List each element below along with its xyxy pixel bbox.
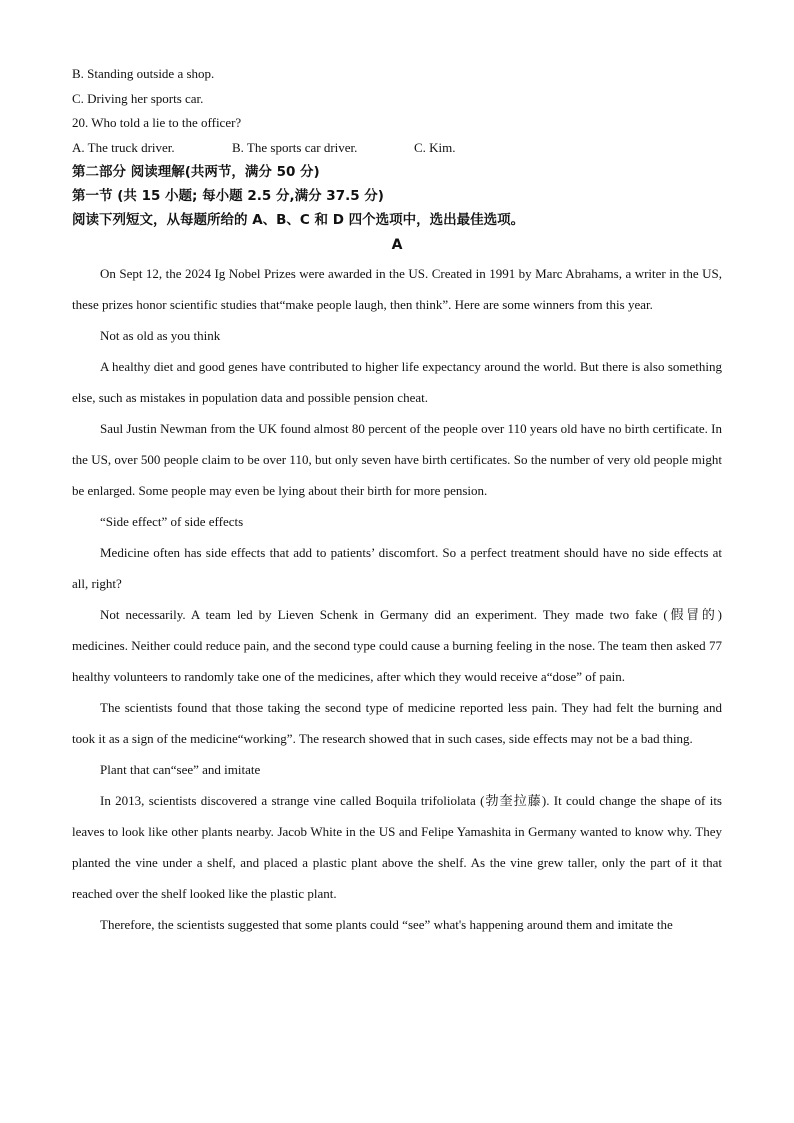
- passage-intro: On Sept 12, the 2024 Ig Nobel Prizes were awarded in the US. Created in 1991 by Marc Abrahams, a writer in the US, these prizes honor scientific studies that“make people laugh, then think”. Here are some winners from this year.: [72, 266, 722, 312]
- paragraph-experiment: Not necessarily. A team led by Lieven Schenk in Germany did an experiment. They made two fake (假冒的) medicines. Neither could reduce pain, and the second type could cause a burning feeling in the nose. The team then asked 77 healthy volunteers to randomly take one of the medicines, after which they would receive a“dose” of pain.: [72, 607, 722, 684]
- option-a-q20: A. The truck driver.: [72, 139, 175, 155]
- subtitle-side-effect: “Side effect” of side effects: [100, 514, 244, 529]
- option-c-q19: C. Driving her sports car.: [72, 90, 204, 106]
- paragraph-healthy-diet: A healthy diet and good genes have contributed to higher life expectancy around the world. But there is also something else, such as mistakes in population data and possible pension cheat.: [72, 359, 722, 405]
- paragraph-vine: In 2013, scientists discovered a strange vine called Boquila trifoliolata (勃奎拉藤). It could change the shape of its leaves to look like other plants nearby. Jacob White in the US and Felipe Yamashita in Germany wanted to know why. They planted the vine under a shelf, and placed a plastic plant above the shelf. As the vine grew taller, only the part of it that reached over the shelf looked like the plastic plant.: [72, 793, 722, 901]
- section-sub-heading: 第一节 (共 15 小题; 每小题 2.5 分,满分 37.5 分): [72, 188, 384, 204]
- subtitle-plant: Plant that can“see” and imitate: [100, 762, 261, 777]
- option-b-q20: B. The sports car driver.: [232, 139, 358, 155]
- question-20: 20. Who told a lie to the officer?: [72, 115, 242, 130]
- option-c-q20: C. Kim.: [414, 139, 456, 155]
- passage-letter: A: [391, 237, 403, 253]
- section-instruction: 阅读下列短文，从每题所给的 A、B、C 和 D 四个选项中，选出最佳选项。: [72, 212, 525, 228]
- paragraph-newman: Saul Justin Newman from the UK found almost 80 percent of the people over 110 years old have no birth certificate. In the US, over 500 people claim to be over 110, but only seven have birth certificates. So the number of very old people might be enlarged. Some people may even be lying about their birth for more pension.: [72, 421, 722, 498]
- paragraph-therefore: Therefore, the scientists suggested that some plants could “see” what's happening around them and imitate the: [100, 917, 673, 932]
- subtitle-not-as-old: Not as old as you think: [100, 328, 221, 343]
- paragraph-findings: The scientists found that those taking the second type of medicine reported less pain. They had felt the burning and took it as a sign of the medicine“working”. The research showed that in such cases, side effects may not be a bad thing.: [72, 700, 722, 746]
- option-b-q19: B. Standing outside a shop.: [72, 66, 215, 81]
- exam-page: [72, 62, 722, 940]
- paragraph-medicine: Medicine often has side effects that add to patients’ discomfort. So a perfect treatment should have no side effects at all, right?: [72, 545, 722, 591]
- question-20-options: [72, 136, 722, 161]
- section-part-heading: 第二部分 阅读理解(共两节，满分 50 分): [72, 164, 320, 180]
